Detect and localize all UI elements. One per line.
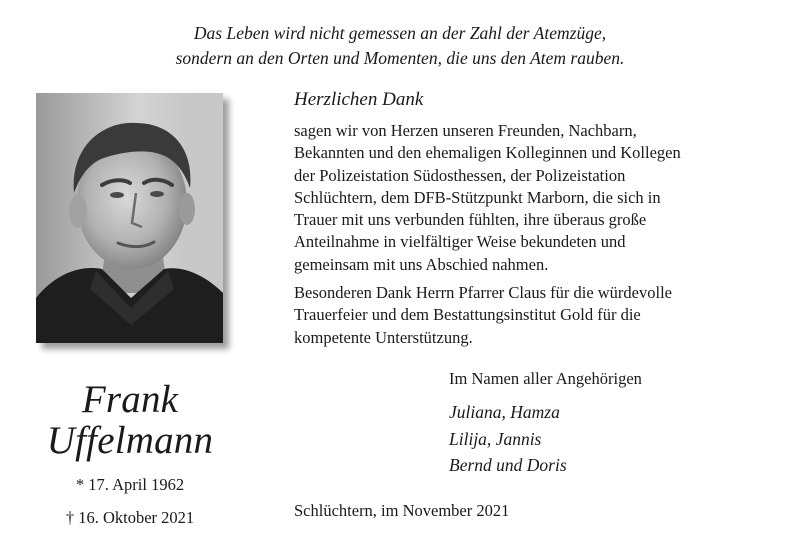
thanks-section xyxy=(294,88,784,349)
signoff-names xyxy=(449,399,567,479)
thanks-line: Anteilnahme in vielfältiger Weise bekundeten und xyxy=(294,232,626,252)
thanks-line: Trauerfeier und dem Bestattungsinstitut Gold für die xyxy=(294,305,641,325)
signoff-name: Bernd und Doris xyxy=(449,455,567,475)
deceased-last-name: Uffelmann xyxy=(46,419,214,462)
portrait-photo xyxy=(36,93,223,343)
thanks-line: Bekannten und den ehemaligen Kolleginnen und Kollegen xyxy=(294,143,681,163)
death-date: † 16. Oktober 2021 xyxy=(65,508,195,527)
thanks-paragraph-1 xyxy=(294,120,784,276)
deceased-first-name: Frank xyxy=(81,378,179,421)
motto-line-1: Das Leben wird nicht gemessen an der Zahl der Atemzüge, xyxy=(193,23,607,43)
thanks-paragraph-2 xyxy=(294,282,784,349)
signoff-name: Juliana, Hamza xyxy=(449,402,560,422)
birth-date: * 17. April 1962 xyxy=(75,475,185,494)
thanks-line: Trauer mit uns verbunden fühlten, ihre überaus große xyxy=(294,210,647,230)
thanks-heading: Herzlichen Dank xyxy=(294,89,424,110)
thanks-line: kompetente Unterstützung. xyxy=(294,327,473,347)
life-dates xyxy=(30,468,230,534)
thanks-line: Besonderen Dank Herrn Pfarrer Claus für die würdevolle xyxy=(294,283,672,303)
place-date: Schlüchtern, im November 2021 xyxy=(294,501,510,520)
signoff-intro: Im Namen aller Angehörigen xyxy=(449,369,642,388)
deceased-name xyxy=(30,379,230,461)
thanks-line: der Polizeistation Südosthessen, der Polizeistation xyxy=(294,165,626,185)
motto-line-2: sondern an den Orten und Momenten, die uns den Atem rauben. xyxy=(175,48,625,68)
thanks-line: sagen wir von Herzen unseren Freunden, Nachbarn, xyxy=(294,121,637,140)
thanks-line: gemeinsam mit uns Abschied nahmen. xyxy=(294,254,549,274)
motto-quote xyxy=(0,21,800,71)
portrait-photo-graphic xyxy=(36,93,223,343)
thanks-line: Schlüchtern, dem DFB-Stützpunkt Marborn, die sich in xyxy=(294,187,661,207)
signoff-name: Lilija, Jannis xyxy=(449,428,542,449)
